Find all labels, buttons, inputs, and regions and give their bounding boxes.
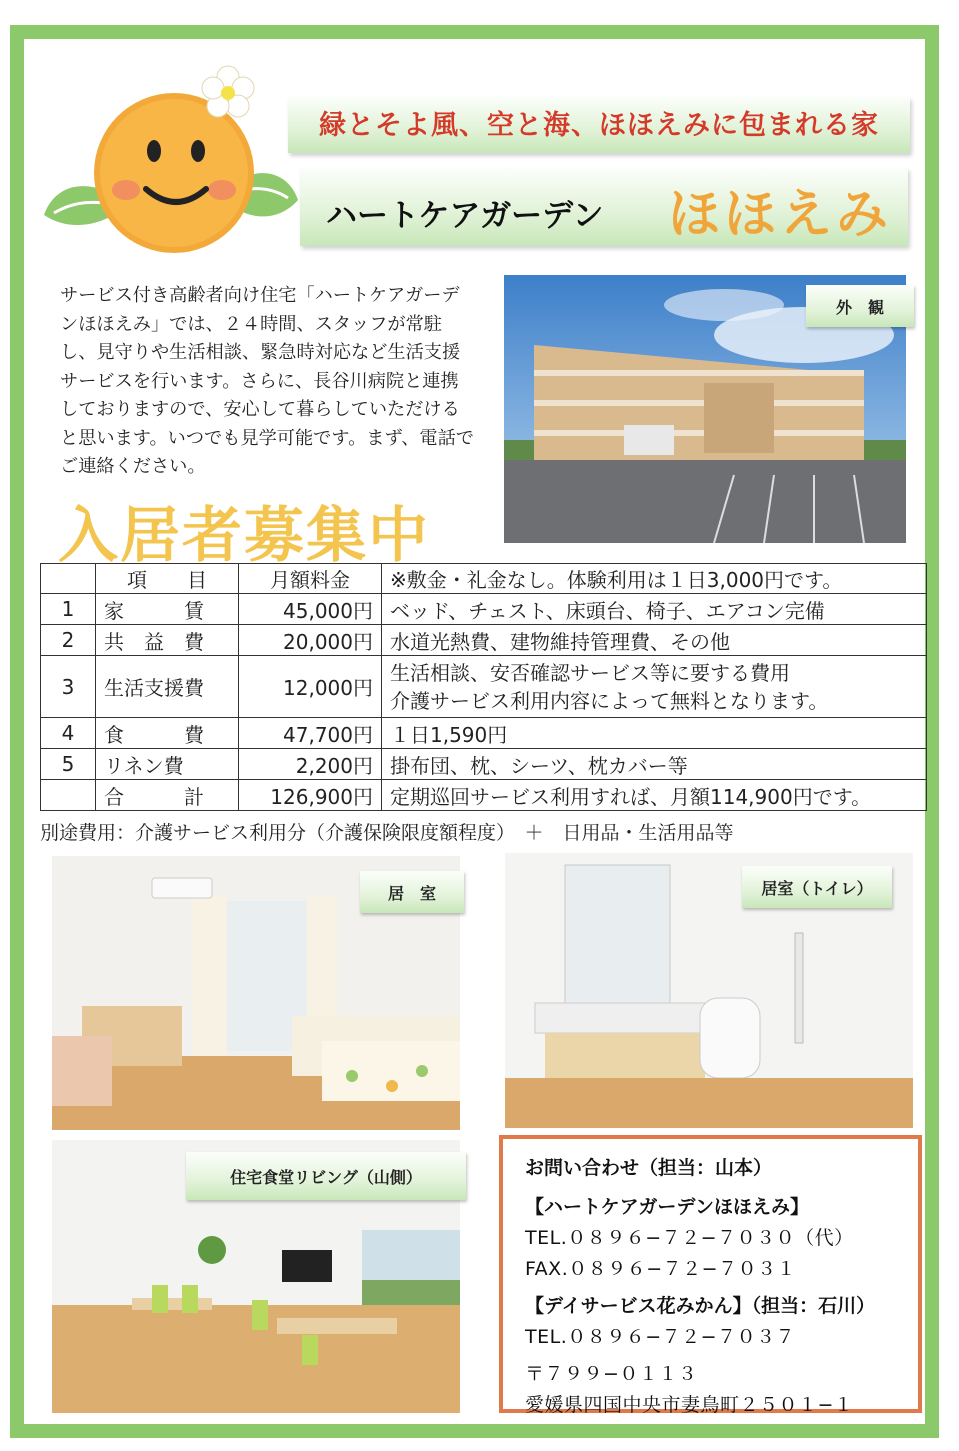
table-row-total: 合 計 126,900円 定期巡回サービス利用すれば、月額114,900円です。 (41, 780, 927, 811)
header-no (41, 564, 96, 594)
header-amount: 月額料金 (239, 564, 382, 594)
tagline: 緑とそよ風、空と海、ほほえみに包まれる家 (319, 110, 879, 141)
table-row: 2 共 益 費 20,000円 水道光熱費、建物維持管理費、その他 (41, 625, 927, 656)
table-row: 3 生活支援費 12,000円 生活相談、安否確認サービス等に要する費用 介護サービス利用内容によって無料となります。 (41, 656, 927, 718)
extra-cost-note: 別途費用：介護サービス利用分（介護保険限度額程度） ＋ 日用品・生活用品等 (40, 822, 734, 844)
contact-box (499, 1135, 922, 1416)
contact-fax-1: FAX.０８９６−７２−７０３１ (525, 1258, 797, 1280)
table-row: 4 食 費 47,700円 １日1,590円 (41, 718, 927, 749)
facility-name-main: ハートケアガーデン (326, 198, 604, 234)
dining-caption: 住宅食堂リビング（山側） (186, 1152, 466, 1200)
contact-address: 愛媛県四国中央市妻鳥町２５０１−１ (525, 1394, 854, 1416)
contact-tel-2[interactable]: TEL.０８９６−７２−７０３７ (525, 1326, 796, 1348)
header-note: ※敷金・礼金なし。体験利用は１日3,000円です。 (382, 564, 927, 594)
contact-postal: 〒７９９−０１１３ (525, 1363, 698, 1385)
room-caption: 居 室 (360, 871, 464, 913)
intro-text: サービス付き高齢者向け住宅「ハートケアガーデンほほえみ」では、２４時間、スタッフが常駐し、見守りや生活相談、緊急時対応など生活支援サービスを行います。さらに、長谷川病院と連携しておりますので、安心して暮らしていただけると思います。いつでも見学可能です。まず、電話でご連絡ください。 (60, 285, 474, 477)
table-header-row (41, 564, 927, 594)
table-row: 1 家 賃 45,000円 ベッド、チェスト、床頭台、椅子、エアコン完備 (41, 594, 927, 625)
contact-title: お問い合わせ（担当：山本） (525, 1157, 773, 1179)
contact-facility-2: 【デイサービス花みかん】（担当：石川） (525, 1295, 876, 1317)
contact-facility-1: 【ハートケアガーデンほほえみ】 (525, 1196, 810, 1218)
orange-mascot-logo (36, 65, 306, 259)
toilet-caption: 居室（トイレ） (742, 866, 892, 908)
contact-tel-1[interactable]: TEL.０８９６−７２−７０３０（代） (525, 1227, 854, 1249)
exterior-caption: 外 観 (806, 285, 914, 327)
recruit-heading: 入居者募集中 (58, 501, 430, 571)
table-row: 5 リネン費 2,200円 掛布団、枕、シーツ、枕カバー等 (41, 749, 927, 780)
facility-name-accent: ほほえみ (668, 185, 893, 245)
note-line-2: 介護サービス利用内容によって無料となります。 (390, 688, 829, 713)
header-item: 項 目 (96, 564, 239, 594)
note-line-1: 生活相談、安否確認サービス等に要する費用 (390, 660, 790, 685)
fee-table (40, 563, 927, 811)
